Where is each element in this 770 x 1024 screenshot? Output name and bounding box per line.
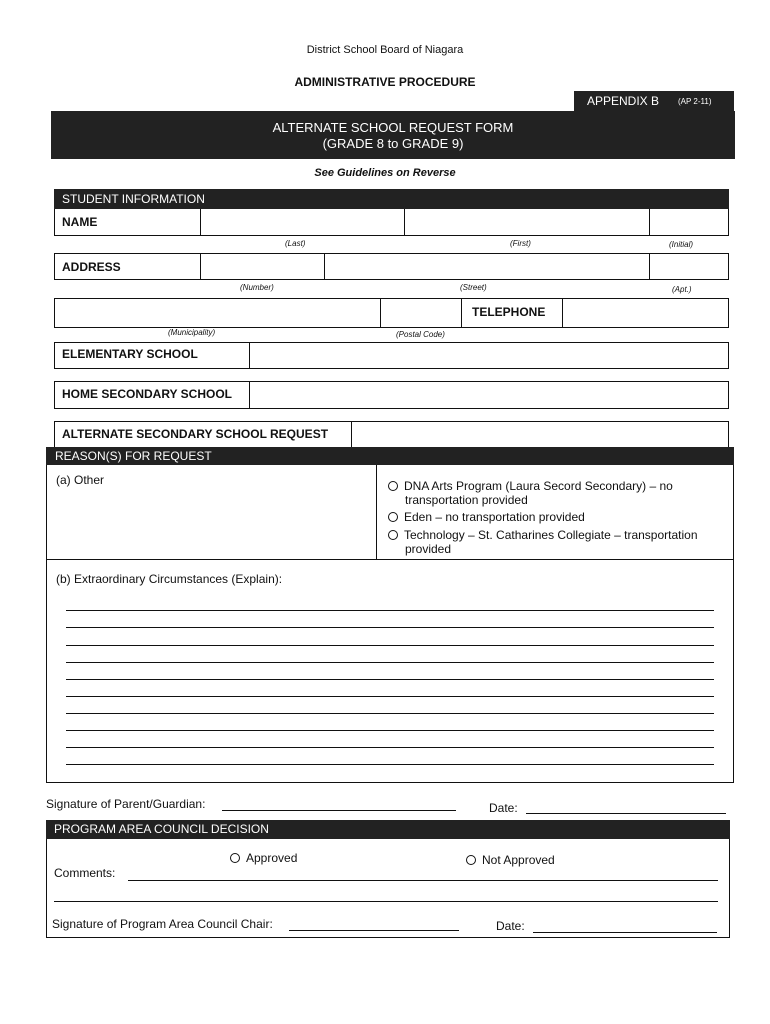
alternate-school-field[interactable]	[352, 422, 730, 448]
form-title-bar	[51, 111, 735, 159]
comments-label: Comments:	[54, 866, 116, 880]
parent-signature-field[interactable]	[222, 810, 456, 811]
parent-date-label: Date:	[489, 801, 518, 815]
elementary-label: ELEMENTARY SCHOOL	[62, 347, 198, 361]
explain-line[interactable]	[66, 730, 714, 731]
not-approved-option[interactable]	[466, 853, 555, 867]
explain-line[interactable]	[66, 713, 714, 714]
explain-line[interactable]	[66, 696, 714, 697]
approved-option[interactable]	[230, 851, 297, 865]
name-row	[54, 209, 729, 236]
municipality-field[interactable]	[55, 299, 381, 327]
telephone-field[interactable]	[563, 299, 730, 327]
reasons-title: REASON(S) FOR REQUEST	[55, 449, 212, 463]
option-technology-label-cont: provided	[405, 542, 452, 556]
address-street-field[interactable]	[325, 254, 650, 279]
caption-initial: (Initial)	[669, 240, 694, 249]
address-label: ADDRESS	[62, 260, 121, 274]
radio-circle-icon[interactable]	[388, 481, 398, 491]
student-info-title: STUDENT INFORMATION	[62, 192, 205, 206]
explain-line[interactable]	[66, 679, 714, 680]
extraordinary-label: (b) Extraordinary Circumstances (Explain):	[56, 572, 283, 586]
name-label: NAME	[62, 215, 98, 229]
explain-line[interactable]	[66, 645, 714, 646]
option-dna-arts-label-cont: transportation provided	[405, 493, 528, 507]
radio-circle-icon[interactable]	[388, 530, 398, 540]
council-header	[46, 820, 730, 839]
chair-signature-field[interactable]	[289, 930, 459, 931]
option-dna-arts-label: DNA Arts Program (Laura Secord Secondary) – no	[404, 479, 673, 493]
initial-field[interactable]	[650, 209, 730, 235]
other-label: (a) Other	[56, 473, 105, 487]
caption-municipality: (Municipality)	[168, 328, 216, 337]
procedure-title: ADMINISTRATIVE PROCEDURE	[294, 75, 476, 89]
reasons-column-divider	[376, 465, 377, 559]
parent-signature-label: Signature of Parent/Guardian:	[46, 797, 206, 811]
student-info-header	[54, 189, 729, 209]
radio-circle-icon[interactable]	[388, 512, 398, 522]
appendix-tab	[574, 91, 734, 111]
explain-line[interactable]	[66, 662, 714, 663]
appendix-label: APPENDIX B	[587, 94, 660, 108]
appendix-code: (AP 2-11)	[678, 97, 712, 106]
radio-circle-icon[interactable]	[466, 855, 476, 865]
postal-code-field[interactable]	[381, 299, 462, 327]
caption-apt: (Apt.)	[672, 285, 692, 294]
address-number-field[interactable]	[201, 254, 325, 279]
approved-label: Approved	[246, 851, 298, 865]
caption-postal-code: (Postal Code)	[396, 330, 445, 339]
not-approved-label: Not Approved	[482, 853, 555, 867]
form-subtitle: (GRADE 8 to GRADE 9)	[322, 136, 464, 151]
council-title: PROGRAM AREA COUNCIL DECISION	[54, 822, 269, 836]
option-technology[interactable]	[388, 528, 698, 556]
elementary-school-field[interactable]	[250, 343, 730, 368]
org-name: District School Board of Niagara	[306, 44, 464, 56]
radio-circle-icon[interactable]	[230, 853, 240, 863]
explain-line[interactable]	[66, 747, 714, 748]
telephone-label: TELEPHONE	[472, 305, 546, 319]
caption-number: (Number)	[240, 283, 274, 292]
option-technology-label: Technology – St. Catharines Collegiate – transportation	[404, 528, 698, 542]
form-title: ALTERNATE SCHOOL REQUEST FORM	[272, 120, 514, 135]
parent-date-field[interactable]	[526, 813, 726, 814]
explain-line[interactable]	[66, 627, 714, 628]
address-row	[54, 253, 729, 280]
explain-line[interactable]	[66, 764, 714, 765]
first-name-field[interactable]	[405, 209, 650, 235]
comments-field[interactable]	[128, 880, 718, 881]
caption-street: (Street)	[460, 283, 487, 292]
option-eden[interactable]	[388, 510, 585, 524]
option-dna-arts[interactable]	[388, 479, 673, 507]
caption-last: (Last)	[285, 239, 306, 248]
last-name-field[interactable]	[201, 209, 405, 235]
guidelines-note: See Guidelines on Reverse	[314, 167, 456, 179]
comments-field-line-2[interactable]	[54, 901, 718, 902]
council-date-label: Date:	[496, 919, 525, 933]
explain-line[interactable]	[66, 610, 714, 611]
alternate-label: ALTERNATE SECONDARY SCHOOL REQUEST	[62, 427, 329, 441]
location-row	[54, 298, 729, 328]
caption-first: (First)	[510, 239, 531, 248]
council-date-field[interactable]	[533, 932, 717, 933]
reasons-row-divider	[47, 559, 733, 560]
address-apt-field[interactable]	[650, 254, 730, 279]
home-secondary-label: HOME SECONDARY SCHOOL	[62, 387, 233, 401]
chair-signature-label: Signature of Program Area Council Chair:	[52, 917, 273, 931]
option-eden-label: Eden – no transportation provided	[404, 510, 585, 524]
reasons-header	[46, 447, 734, 465]
home-secondary-field[interactable]	[250, 382, 730, 408]
